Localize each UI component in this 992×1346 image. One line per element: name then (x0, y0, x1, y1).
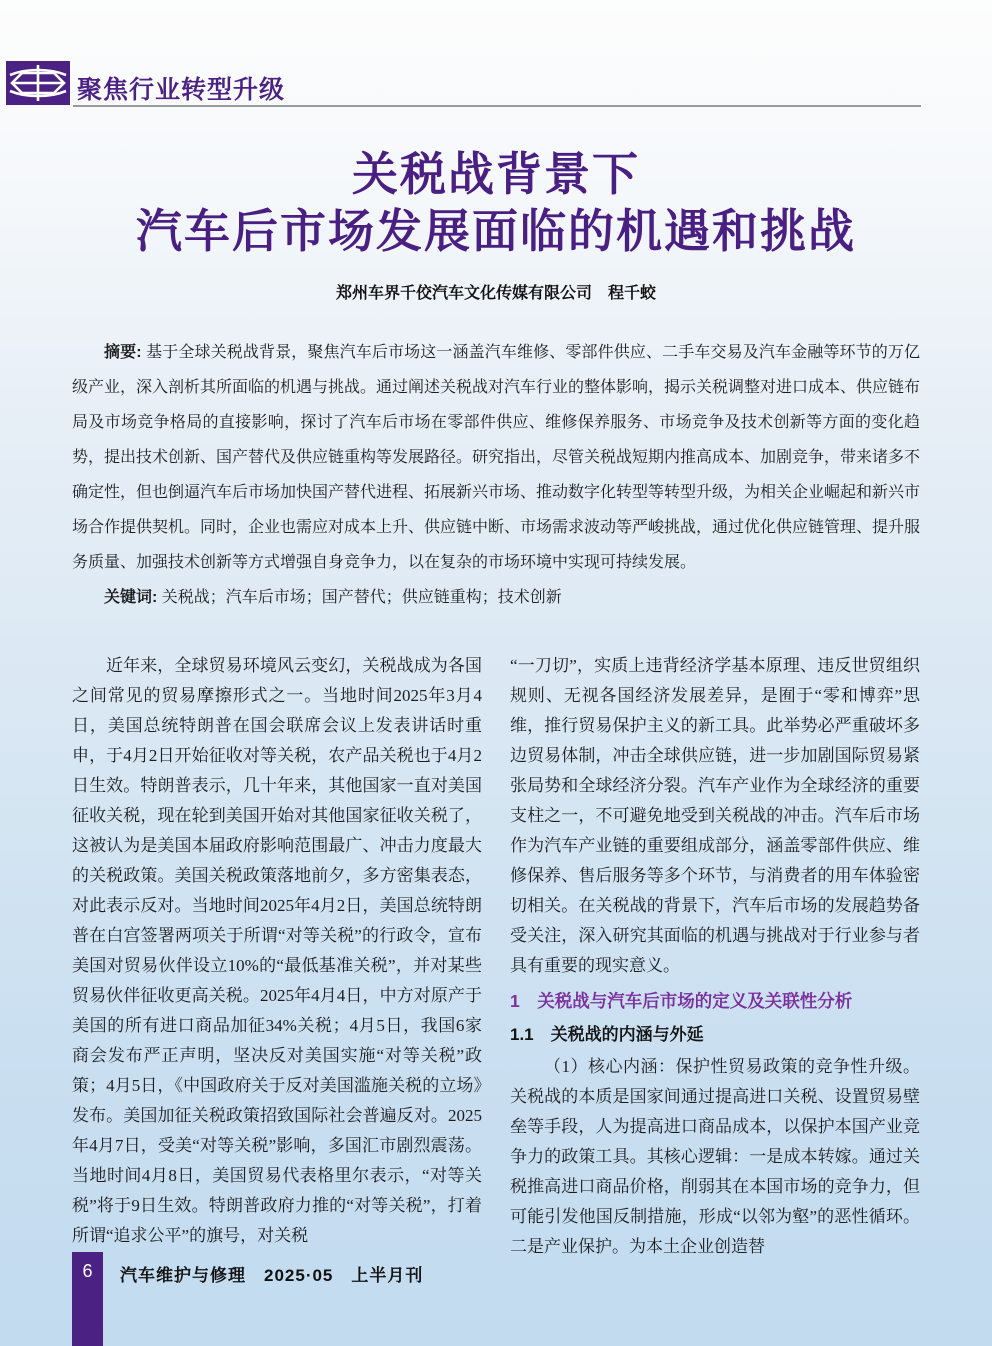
article-body (72, 651, 920, 1262)
page-number-bar (72, 1252, 103, 1346)
section-1-1-heading: 1.1 关税战的内涵与外延 (510, 1025, 704, 1044)
keywords-text: 关税战；汽车后市场；国产替代；供应链重构；技术创新 (161, 589, 562, 606)
author-byline: 郑州车界千佼汽车文化传媒有限公司 程千蛟 (335, 285, 656, 302)
section-1-heading: 1 关税战与汽车后市场的定义及关联性分析 (510, 991, 853, 1011)
abstract-text: 基于全球关税战背景，聚焦汽车后市场这一涵盖汽车维修、零部件供应、二手车交易及汽车金融等环节的万亿级产业，深入剖析其所面临的机遇与挑战。通过阐述关税战对汽车行业的整体影响，揭示关税调整对进口成本、供应链布局及市场竞争格局的直接影响，探讨了汽车后市场在零部件供应、维修保养服务、市场竞争及技术创新等方面的变化趋势，提出技术创新、国产替代及供应链重构等发展路径。研究指出，尽管关税战短期内推高成本、加剧竞争，带来诸多不确定性，但也倒逼汽车后市场加快国产替代进程、拓展新兴市场、推动数字化转型等转型升级，为相关企业崛起和新兴市场合作提供契机。同时，企业也需应对成本上升、供应链中断、市场需求波动等严峻挑战，通过优化供应链管理、提升服务质量、加强技术创新等方式增强自身竞争力，以在复杂的市场环境中实现可持续发展。 (72, 344, 921, 571)
body-paragraph: 近年来，全球贸易环境风云变幻，关税战成为各国之间常见的贸易摩擦形式之一。当地时间2025年3月4日，美国总统特朗普在国会联席会议上发表讲话时重申，于4月2日开始征收对等关税，农产品关税也于4月2日生效。特朗普表示，几十年来，其他国家一直对美国征收关税，现在轮到美国开始对其他国家征收关税了，这被认为是美国本届政府影响范围最广、冲击力度最大的关税政策。美国关税政策落地前夕，多方密集表态，对此表示反对。当地时间2025年4月2日，美国总统特朗普在白宫签署两项关于所谓“对等关税”的行政令，宣布美国对贸易伙伴设立10%的“最低基准关税”，并对某些贸易伙伴征收更高关税。2025年4月4日，中方对原产于美国的所有进口商品加征34%关税；4月5日，我国6家商会发布严正声明，坚决反对美国实施“对等关税”政策；4月5日，《中国政府关于反对美国滥施关税的立场》发布。美国加征关税政策招致国际社会普遍反对。2025年4月7日，受美“对等关税”影响，多国汇市剧烈震荡。当地时间4月8日，美国贸易代表格里尔表示，“对等关税”将于9日生效。特朗普政府力推的“对等关税”，打着所谓“追求公平”的旗号，对关税 (72, 656, 482, 1245)
keywords-line (72, 580, 920, 615)
journal-info: 汽车维护与修理 2025·05 上半月刊 (120, 1266, 424, 1285)
abstract-block (72, 335, 920, 615)
page-number: 6 (82, 1261, 93, 1281)
keywords-label: 关键词: (104, 589, 162, 606)
article-title-line1: 关税战背景下 (352, 148, 640, 200)
right-column (510, 651, 920, 1262)
left-column (72, 651, 482, 1262)
abstract-paragraph (72, 335, 920, 580)
body-paragraph: （1）核心内涵：保护性贸易政策的竞争性升级。关税战的本质是国家间通过提高进口关税、设置贸易壁垒等手段，人为提高进口商品成本，以保护本国产业竞争力的政策工具。其核心逻辑：一是成本转嫁。通过关税推高进口商品价格，削弱其在本国市场的竞争力，但可能引发他国反制措施，形成“以邻为壑”的恶性循环。二是产业保护。为本土企业创造替 (510, 1057, 920, 1256)
column-section-label: 聚焦行业转型升级 (77, 76, 286, 104)
article-title-line2: 汽车后市场发展面临的机遇和挑战 (136, 205, 856, 257)
abstract-label: 摘要: (104, 344, 147, 361)
article-title (72, 146, 920, 260)
body-paragraph: “一刀切”，实质上违背经济学基本原理、违反世贸组织规则、无视各国经济发展差异，是囿于“零和博弈”思维，推行贸易保护主义的新工具。此举势必严重破坏多边贸易体制，冲击全球供应链，进一步加剧国际贸易紧张局势和全球经济分裂。汽车产业作为全球经济的重要支柱之一，不可避免地受到关税战的冲击。汽车后市场作为汽车产业链的重要组成部分，涵盖零部件供应、维修保养、售后服务等多个环节，与消费者的用车体验密切相关。在关税战的背景下，汽车后市场的发展趋势备受关注，深入研究其面临的机遇与挑战对于行业参与者具有重要的现实意义。 (510, 656, 920, 975)
